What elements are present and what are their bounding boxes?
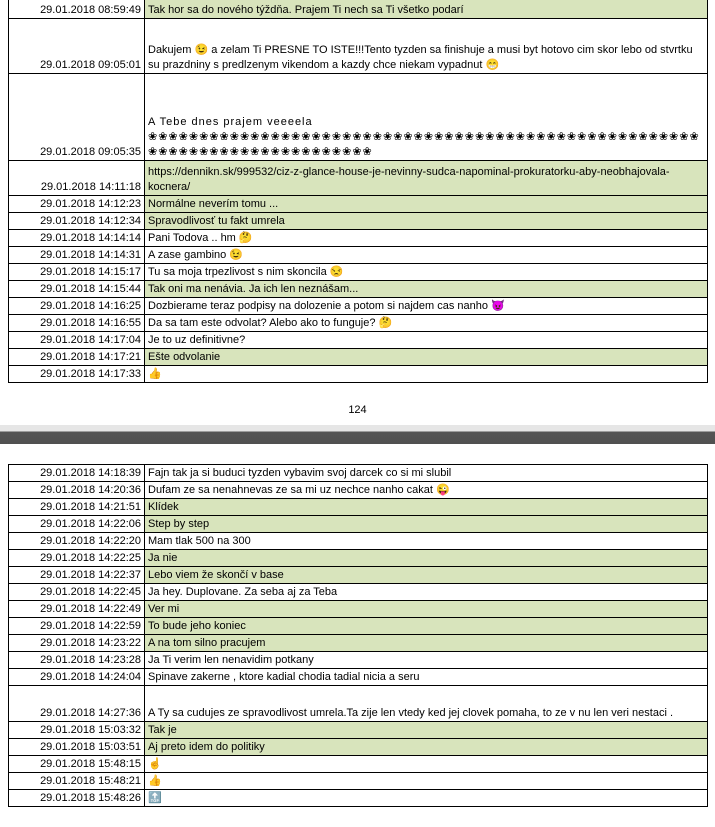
message-row <box>9 790 708 807</box>
message-cell: Dakujem 😉 a zelam Ti PRESNE TO ISTE!!!Tento tyzden sa finishuje a musi byt hotovo cim skor lebo od stvrtku su prazdniny s predlzenym vikendom a kazdy chce niekam vypadnut 😁 <box>145 19 708 74</box>
message-cell: Tak hor sa do nového týždňa. Prajem Ti nech sa Ti všetko podarí <box>145 0 708 19</box>
message-row <box>9 756 708 773</box>
timestamp-cell: 29.01.2018 14:22:20 <box>9 533 145 550</box>
message-row <box>9 247 708 264</box>
message-row <box>9 722 708 739</box>
message-row <box>9 19 708 74</box>
message-row <box>9 550 708 567</box>
message-cell: Ja nie <box>145 550 708 567</box>
message-row <box>9 298 708 315</box>
message-cell: Je to uz definitivne? <box>145 332 708 349</box>
message-cell: Mam tlak 500 na 300 <box>145 533 708 550</box>
timestamp-cell: 29.01.2018 14:15:44 <box>9 281 145 298</box>
message-row <box>9 465 708 482</box>
timestamp-cell: 29.01.2018 14:16:25 <box>9 298 145 315</box>
message-row <box>9 686 708 722</box>
timestamp-cell: 29.01.2018 14:20:36 <box>9 482 145 499</box>
timestamp-cell: 29.01.2018 14:18:39 <box>9 465 145 482</box>
timestamp-cell: 29.01.2018 14:14:14 <box>9 230 145 247</box>
message-cell: Spinave zakerne , ktore kadial chodia tadial nicia a seru <box>145 669 708 686</box>
document-page-next <box>0 444 715 827</box>
message-row <box>9 567 708 584</box>
message-cell: Ja hey. Duplovane. Za seba aj za Teba <box>145 584 708 601</box>
message-cell: Step by step <box>145 516 708 533</box>
message-cell: https://dennikn.sk/999532/ciz-z-glance-house-je-nevinny-sudca-napominal-prokuratorku-aby-neobhajovala-kocnera/ <box>145 161 708 196</box>
message-row <box>9 482 708 499</box>
message-cell: Tu sa moja trpezlivost s nim skoncila 😒 <box>145 264 708 281</box>
message-row <box>9 635 708 652</box>
chat-log-body <box>9 0 708 383</box>
timestamp-cell: 29.01.2018 08:59:49 <box>9 0 145 19</box>
timestamp-cell: 29.01.2018 14:22:45 <box>9 584 145 601</box>
message-cell: A na tom silno pracujem <box>145 635 708 652</box>
timestamp-cell: 29.01.2018 14:23:22 <box>9 635 145 652</box>
timestamp-cell: 29.01.2018 14:21:51 <box>9 499 145 516</box>
message-cell: Ver mi <box>145 601 708 618</box>
message-cell: 👍 <box>145 773 708 790</box>
timestamp-cell: 29.01.2018 14:22:37 <box>9 567 145 584</box>
message-cell: A Tebe dnes prajem veeeela ❀❀❀❀❀❀❀❀❀❀❀❀❀❀❀❀❀❀❀❀❀❀❀❀❀❀❀❀❀❀❀❀❀❀❀❀❀❀❀❀❀❀❀❀❀❀❀❀❀❀❀❀❀❀❀❀❀❀❀❀❀❀❀❀❀❀❀❀❀❀❀❀❀❀❀❀ <box>145 74 708 161</box>
timestamp-cell: 29.01.2018 14:12:23 <box>9 196 145 213</box>
timestamp-cell: 29.01.2018 09:05:01 <box>9 19 145 74</box>
timestamp-cell: 29.01.2018 09:05:35 <box>9 74 145 161</box>
chat-log-table <box>8 0 708 383</box>
chat-log-table <box>8 464 708 807</box>
page-number: 124 <box>348 404 367 416</box>
timestamp-cell: 29.01.2018 14:17:21 <box>9 349 145 366</box>
message-cell: Aj preto idem do politiky <box>145 739 708 756</box>
message-row <box>9 0 708 19</box>
message-cell: Normálne neverím tomu ... <box>145 196 708 213</box>
message-cell: Tak je <box>145 722 708 739</box>
chat-log-body <box>9 465 708 807</box>
message-row <box>9 161 708 196</box>
message-cell: Dozbierame teraz podpisy na dolozenie a potom si najdem cas nanho 😈 <box>145 298 708 315</box>
timestamp-cell: 29.01.2018 14:17:04 <box>9 332 145 349</box>
message-cell: Klídek <box>145 499 708 516</box>
timestamp-cell: 29.01.2018 14:12:34 <box>9 213 145 230</box>
message-row <box>9 773 708 790</box>
message-row <box>9 74 708 161</box>
message-cell: Fajn tak ja si buduci tyzden vybavim svoj darcek co si mi slubil <box>145 465 708 482</box>
timestamp-cell: 29.01.2018 14:17:33 <box>9 366 145 383</box>
message-row <box>9 669 708 686</box>
message-row <box>9 332 708 349</box>
message-row <box>9 366 708 383</box>
message-row <box>9 618 708 635</box>
message-row <box>9 230 708 247</box>
timestamp-cell: 29.01.2018 14:22:59 <box>9 618 145 635</box>
message-cell: Lebo viem že skončí v base <box>145 567 708 584</box>
message-row <box>9 584 708 601</box>
timestamp-cell: 29.01.2018 15:48:15 <box>9 756 145 773</box>
message-cell: Ja Ti verim len nenavidim potkany <box>145 652 708 669</box>
timestamp-cell: 29.01.2018 14:27:36 <box>9 686 145 722</box>
timestamp-cell: 29.01.2018 14:11:18 <box>9 161 145 196</box>
message-row <box>9 516 708 533</box>
page-separator <box>0 425 715 444</box>
message-row <box>9 739 708 756</box>
timestamp-cell: 29.01.2018 14:15:17 <box>9 264 145 281</box>
message-row <box>9 213 708 230</box>
message-row <box>9 601 708 618</box>
message-cell: 👍 <box>145 366 708 383</box>
message-cell: 🔝 <box>145 790 708 807</box>
message-cell: Dufam ze sa nenahnevas ze sa mi uz nechce nanho cakat 😜 <box>145 482 708 499</box>
message-row <box>9 196 708 213</box>
message-cell: Tak oni ma nenávia. Ja ich len neznášam... <box>145 281 708 298</box>
message-row <box>9 264 708 281</box>
timestamp-cell: 29.01.2018 15:48:26 <box>9 790 145 807</box>
message-cell: Pani Todova .. hm 🤔 <box>145 230 708 247</box>
timestamp-cell: 29.01.2018 14:24:04 <box>9 669 145 686</box>
timestamp-cell: 29.01.2018 14:22:06 <box>9 516 145 533</box>
timestamp-cell: 29.01.2018 15:48:21 <box>9 773 145 790</box>
timestamp-cell: 29.01.2018 15:03:51 <box>9 739 145 756</box>
message-cell: A Ty sa cudujes ze spravodlivost umrela.Ta zije len vtedy ked jej clovek pomaha, to ze v nu len veri nestaci . <box>145 686 708 722</box>
message-row <box>9 349 708 366</box>
timestamp-cell: 29.01.2018 14:14:31 <box>9 247 145 264</box>
message-cell: A zase gambino 😉 <box>145 247 708 264</box>
message-row <box>9 281 708 298</box>
message-cell: Spravodlivosť tu fakt umrela <box>145 213 708 230</box>
message-cell: ☝ <box>145 756 708 773</box>
message-row <box>9 533 708 550</box>
timestamp-cell: 29.01.2018 14:16:55 <box>9 315 145 332</box>
message-cell: Da sa tam este odvolat? Alebo ako to funguje? 🤔 <box>145 315 708 332</box>
message-row <box>9 315 708 332</box>
timestamp-cell: 29.01.2018 15:03:32 <box>9 722 145 739</box>
message-cell: To bude jeho koniec <box>145 618 708 635</box>
message-row <box>9 499 708 516</box>
timestamp-cell: 29.01.2018 14:23:28 <box>9 652 145 669</box>
timestamp-cell: 29.01.2018 14:22:49 <box>9 601 145 618</box>
timestamp-cell: 29.01.2018 14:22:25 <box>9 550 145 567</box>
message-cell: Ešte odvolanie <box>145 349 708 366</box>
message-row <box>9 652 708 669</box>
